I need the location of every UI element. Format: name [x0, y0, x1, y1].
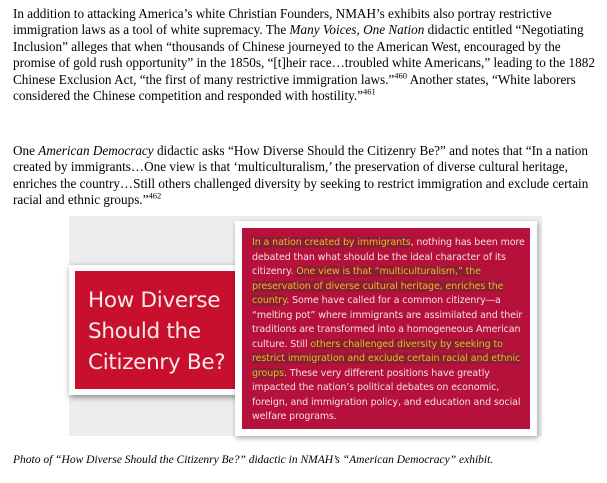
- footnote-460[interactable]: 460: [394, 70, 407, 81]
- p1-text-c: Another states, “White laborers considered the Chinese competition and responded with hostility.”: [13, 71, 576, 104]
- didactic-title-card: [69, 265, 247, 395]
- paragraph-2: [13, 143, 601, 209]
- footnote-462[interactable]: 462: [148, 190, 162, 201]
- p2-text-a: One: [13, 143, 39, 158]
- body-text-2: . Some have called for a common citizenry—a “melting pot” where immigrants are assimilated and their traditions are transformed into a homogeneous American culture. Still: [252, 295, 523, 350]
- title-line-1: How Diverse: [88, 288, 221, 313]
- didactic-title: [88, 285, 248, 378]
- p1-italic-title: Many Voices, One Nation: [289, 22, 425, 38]
- title-line-3: Citizenry Be?: [88, 350, 226, 375]
- highlight-2: One view is that “multiculturalism,” the preservation of diverse cultural heritage, enriches the country: [252, 266, 504, 306]
- body-text-1: , nothing has been more debated than what should be the ideal character of its citizenry.: [252, 237, 525, 277]
- p2-text-b: didactic asks “How Diverse Should the Citizenry Be?” and notes that “In a nation created by immigrants…One view is that ‘multiculturalism,’ the preservation of diverse cultural heritage, enriches the country…Still others challenged diversity by seeking to restrict immigration and exclude certain racial and ethnic groups.”: [13, 143, 589, 208]
- didactic-body-text: [252, 236, 532, 425]
- p2-italic-title: American Democracy: [38, 143, 154, 158]
- body-text-3: . These very different positions have greatly impacted the nation’s political debates on economic, foreign, and immigration policy, and education and social welfare programs.: [252, 367, 521, 422]
- p1-text-b: didactic entitled “Negotiating Inclusion” alleges that when “thousands of Chinese journeyed to the American West, encouraged by the promise of gold rush opportunity” in the 1850s, “[t]heir race…troubled white Americans,” leading to the 1882 Chinese Exclusion Act, “the first of many restrictive immigration laws.”: [13, 22, 595, 87]
- highlight-3: others challenged diversity by seeking to restrict immigration and exclude certain racial and ethnic groups: [252, 338, 521, 379]
- paragraph-1: [13, 6, 601, 104]
- photo-caption: Photo of “How Diverse Should the Citizenry Be?” didactic in NMAH’s “American Democracy” exhibit.: [13, 454, 494, 466]
- title-line-2: Should the: [88, 319, 201, 344]
- highlight-1: In a nation created by immigrants: [252, 237, 411, 248]
- p1-text-a: In addition to attacking America’s white Christian Founders, NMAH’s exhibits also portray restrictive immigration laws as a tool of white supremacy. The: [13, 6, 552, 38]
- footnote-461[interactable]: 461: [363, 86, 376, 97]
- didactic-body-card: [235, 221, 537, 436]
